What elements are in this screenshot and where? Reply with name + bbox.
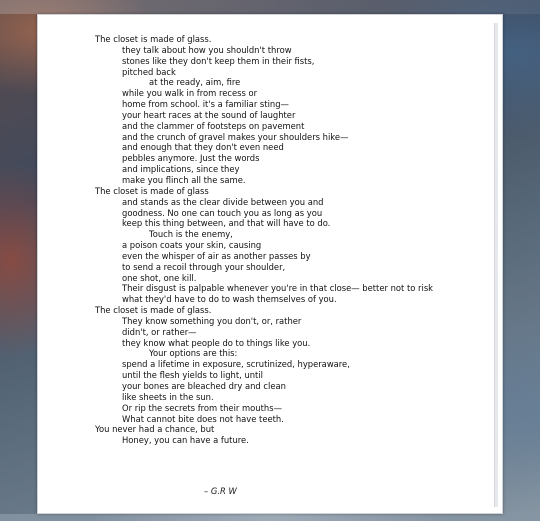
poem-line: and the clammer of footsteps on pavement (122, 120, 305, 131)
poem-body (95, 34, 487, 446)
poem-line: make you flinch all the same. (122, 174, 246, 185)
poem-line: like sheets in the sun. (122, 391, 214, 402)
poem-line: Their disgust is palpable whenever you're in that close— better not to risk (122, 283, 434, 294)
poem-line: to send a recoil through your shoulder, (122, 261, 286, 272)
poem-line: until the flesh yields to light, until (122, 370, 263, 381)
poem-line: Or rip the secrets from their mouths— (122, 402, 282, 413)
poem-line: and the crunch of gravel makes your shoulders hike— (122, 131, 349, 142)
poem-line: The closet is made of glass (95, 185, 209, 196)
poem-line: home from school. it's a familiar sting— (122, 99, 289, 110)
poem-line: what they'd have to do to wash themselves of you. (122, 294, 337, 305)
poem-line: Your options are this: (149, 348, 238, 359)
poem-line: Honey, you can have a future. (122, 435, 249, 446)
poem-line: and enough that they don't even need (122, 142, 284, 153)
poem-line: They know something you don't, or, rather (122, 315, 302, 326)
poem-line: one shot, one kill. (122, 272, 197, 283)
poem-line: You never had a chance, but (95, 424, 215, 435)
poem-line: your bones are bleached dry and clean (122, 381, 286, 391)
poem-line: spend a lifetime in exposure, scrutinized, hyperaware, (122, 359, 350, 370)
poem-line: The closet is made of glass. (95, 34, 212, 44)
poem-line: and implications, since they (122, 164, 240, 175)
poem-line: at the ready, aim, fire (149, 77, 241, 88)
poem-line: and stands as the clear divide between you and (122, 196, 324, 207)
page-scroll-rail[interactable] (494, 23, 498, 507)
poem-signature: – G.R W (204, 486, 237, 496)
poem-line: goodness. No one can touch you as long as you (122, 207, 323, 218)
poem-line: while you walk in from recess or (122, 88, 258, 99)
poem-line: Touch is the enemy, (149, 229, 233, 240)
background-glow-bottom (0, 514, 540, 521)
background-glow-top (0, 0, 540, 14)
poem-line: keep this thing between, and that will have to do. (122, 218, 331, 229)
poem-line: pebbles anymore. Just the words (122, 153, 260, 164)
poem-line: The closet is made of glass. (95, 305, 212, 316)
poem-line: even the whisper of air as another passes by (122, 250, 311, 261)
poem-line: didn't, or rather— (122, 326, 197, 337)
poem-line: they talk about how you shouldn't throw (122, 44, 292, 55)
poem-page (37, 14, 503, 514)
poem-line: your heart races at the sound of laughter (122, 109, 296, 120)
poem-line: a poison coats your skin, causing (122, 240, 262, 251)
poem-line: stones like they don't keep them in their fists, (122, 55, 315, 66)
poem-line: pitched back (122, 66, 176, 77)
poem-line: What cannot bite does not have teeth. (122, 413, 284, 424)
poem-line: they know what people do to things like you. (122, 337, 311, 348)
